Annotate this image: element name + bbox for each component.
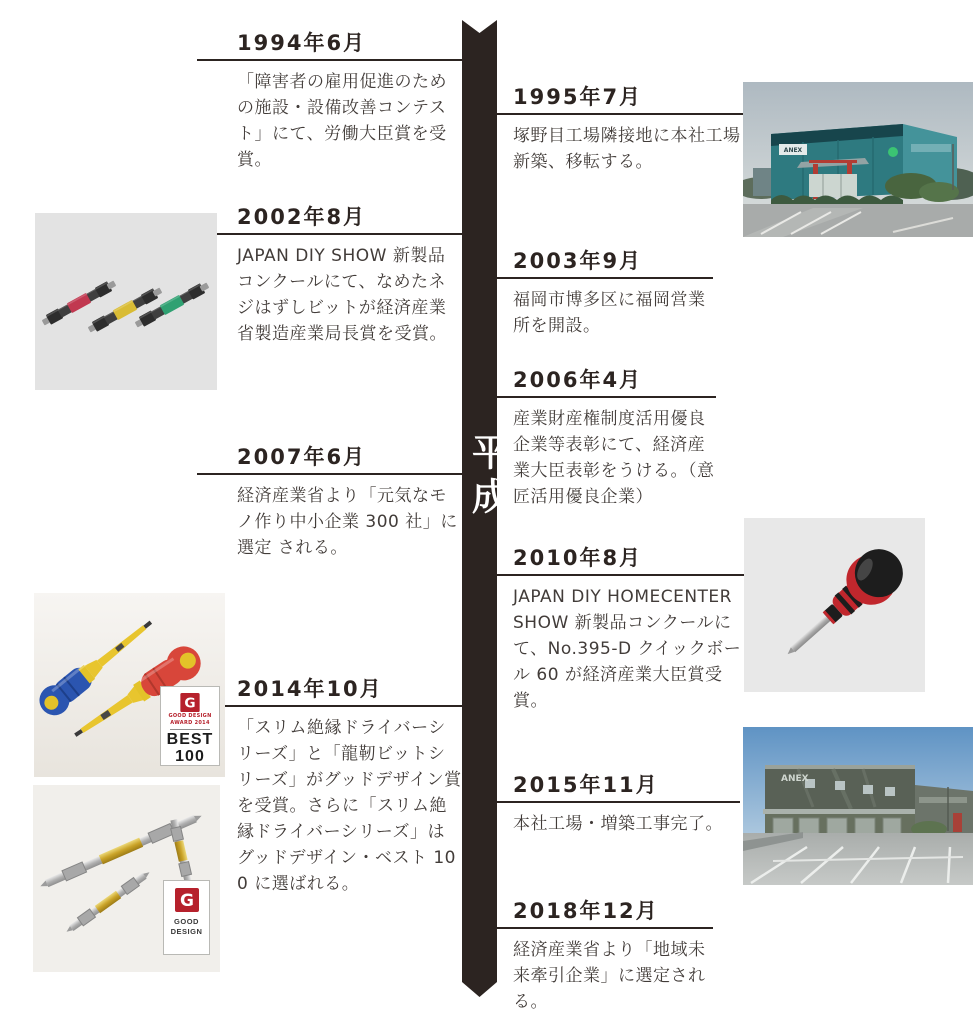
event-underline	[197, 59, 462, 61]
building-sign-text: ANEX	[783, 147, 803, 154]
event-description: 経済産業省より「地域未来牽引企業」に選定される。	[513, 940, 706, 1012]
event-date: 1994年6月	[237, 31, 367, 55]
factory-expansion-2015-photo	[743, 727, 973, 885]
screw-extractor-bits-2002-photo	[35, 213, 217, 390]
good-design-badge	[163, 880, 210, 955]
era-label: 平成	[465, 433, 509, 521]
event-1994-06	[197, 30, 462, 173]
event-description: 経済産業省より「元気なモノ作り中小企業 300 社」に選定 される。	[237, 486, 458, 558]
svg-text:G: G	[184, 695, 196, 712]
event-2003-09	[497, 248, 713, 339]
event-underline	[497, 927, 713, 929]
event-date: 2003年9月	[513, 249, 643, 273]
event-description: JAPAN DIY SHOW 新製品コンクールにて、なめたネジはずしビットが経済産業省製造産業局長賞を受賞。	[237, 246, 447, 344]
award-name: GOOD DESIGN	[168, 713, 212, 720]
svg-text:G: G	[179, 891, 194, 911]
event-2018-12	[497, 898, 713, 1015]
best-label: BEST	[166, 731, 214, 748]
event-description: 「スリム絶縁ドライバーシリーズ」と「龍靭ビットシリーズ」がグッドデザイン賞を受賞。さらに「スリム絶縁ドライバーシリーズ」はグッドデザイン・ベスト 100 に選ばれる。	[237, 718, 462, 894]
event-underline	[497, 801, 740, 803]
event-2010-08	[497, 545, 744, 714]
event-2014-10	[224, 676, 462, 897]
design-label: DESIGN	[170, 927, 203, 936]
event-2002-08	[197, 204, 462, 347]
event-underline	[197, 473, 462, 475]
event-date: 1995年7月	[513, 85, 643, 109]
event-description: 産業財産権制度活用優良企業等表彰にて、経済産業大臣表彰をうける。（意匠活用優良企業）	[513, 409, 715, 507]
headquarters-building-1995-photo	[743, 82, 973, 237]
event-description: 本社工場・増築工事完了。	[513, 814, 723, 834]
g-mark-logo-icon	[177, 693, 203, 712]
event-underline	[497, 396, 716, 398]
event-underline	[497, 277, 713, 279]
event-date: 2010年8月	[513, 546, 643, 570]
event-1995-07	[497, 84, 744, 175]
event-underline	[497, 113, 744, 115]
event-2007-06	[197, 444, 462, 561]
factory-sign-text: ANEX	[781, 774, 809, 784]
event-date: 2014年10月	[237, 677, 383, 701]
event-description: JAPAN DIY HOMECENTER SHOW 新製品コンクールにて、No.395-D クイックボール 60 が経済産業大臣賞受賞。	[513, 587, 742, 711]
event-description: 塚野目工場隣接地に本社工場新築、移転する。	[513, 126, 741, 172]
best-number: 100	[175, 748, 205, 765]
event-description: 「障害者の雇用促進のための施設・設備改善コンテスト」にて、労働大臣賞を受賞。	[237, 72, 447, 170]
event-description: 福岡市博多区に福岡営業所を開設。	[513, 290, 706, 336]
event-date: 2006年4月	[513, 368, 643, 392]
event-2006-04	[497, 367, 716, 510]
event-underline	[197, 233, 462, 235]
event-underline	[224, 705, 462, 707]
good-label: GOOD	[174, 917, 199, 926]
event-date: 2002年8月	[237, 205, 367, 229]
quick-ball-screwdriver-2010-photo	[744, 518, 925, 692]
award-year: AWARD 2014	[170, 720, 210, 727]
event-date: 2018年12月	[513, 899, 659, 923]
g-mark-logo-icon	[175, 888, 199, 912]
event-date: 2007年6月	[237, 445, 367, 469]
event-2015-11	[497, 772, 740, 837]
event-date: 2015年11月	[513, 773, 659, 797]
event-underline	[497, 574, 744, 576]
good-design-best100-badge	[160, 686, 220, 766]
badge-divider	[170, 729, 210, 730]
